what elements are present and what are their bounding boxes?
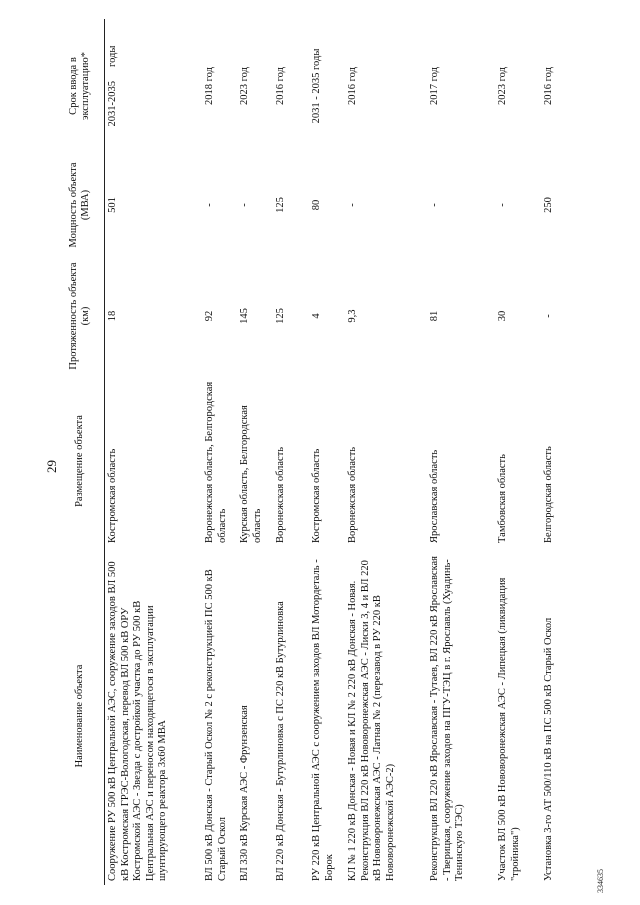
document-id: 334635 <box>596 869 605 893</box>
cell-location: Воронежская область <box>347 446 358 543</box>
cell-power: - <box>497 203 508 207</box>
table-row <box>345 19 427 885</box>
cell-date: 2016 год <box>275 67 286 105</box>
cell-location: Ярославская область <box>429 449 440 543</box>
table-row <box>273 19 309 885</box>
cell-power: - <box>347 203 358 207</box>
cell-date: 2031 - 2035 годы <box>311 48 322 124</box>
cell-name: ВЛ 330 кВ Курская АЭС - Фрунзенская <box>239 705 250 881</box>
cell-date: 2018 год <box>204 67 215 105</box>
cell-date: 2023 год <box>239 67 250 105</box>
cell-name: ВЛ 500 кВ Донская - Старый Оскол № 2 с реконструкцией ПС 500 кВ Старый Оскол <box>204 569 228 881</box>
table-row <box>237 19 273 885</box>
table-header-row <box>56 19 105 885</box>
table-row <box>202 19 237 885</box>
cell-location: Курская область, Белгородская область <box>239 405 263 543</box>
cell-date-unit: годы <box>107 45 118 67</box>
cell-power: 80 <box>311 199 322 211</box>
objects-table <box>56 19 583 885</box>
cell-location: Воронежская область, Белгородская область <box>204 381 228 543</box>
cell-name: ВЛ 220 кВ Донская - Бутурлиновка с ПС 220 кВ Бутурлиновка <box>275 601 286 881</box>
cell-length: 145 <box>239 308 250 324</box>
cell-name: Установка 3-го АТ 500/110 кВ на ПС 500 кВ Старый Оскол <box>543 617 554 881</box>
cell-date-years: 2031-2035 <box>107 80 118 127</box>
cell-power: - <box>204 203 215 207</box>
table-row <box>541 19 583 885</box>
cell-power: - <box>429 203 440 207</box>
header-power: Мощность объекта (МВА) <box>56 153 105 257</box>
cell-length: 4 <box>311 313 322 319</box>
cell-location: Костромская область <box>311 448 322 543</box>
cell-name: КЛ № 1 220 кВ Донская - Новая и КЛ № 2 220 кВ Донская - Новая. Реконструкция ВЛ 220 кВ Нововоронежская АЭС - Лиски 3, 4 и ВЛ 220 кВ Нововоронежская АЭС - Латная № 2 (перезавод в РУ 220 кВ Нововоронежской АЭС-2) <box>347 560 396 881</box>
cell-name: РУ 220 кВ Центральной АЭС с сооружением заходов ВЛ Мотордеталь - Борок <box>311 559 335 881</box>
cell-location: Костромская область <box>107 448 118 543</box>
cell-length: 125 <box>275 308 286 324</box>
cell-length: 18 <box>107 310 118 322</box>
cell-location: Белгородская область <box>543 446 554 543</box>
cell-length: 81 <box>429 310 440 322</box>
cell-date: 2017 год <box>429 67 440 105</box>
page-number: 29 <box>44 460 59 473</box>
cell-power: 125 <box>275 197 286 213</box>
header-location: Размещение объекта <box>56 375 105 547</box>
table-row <box>427 19 495 885</box>
cell-power: 250 <box>543 197 554 213</box>
cell-length: 30 <box>497 310 508 322</box>
cell-date <box>105 19 203 153</box>
cell-date: 2016 год <box>347 67 358 105</box>
cell-length: 9,3 <box>347 309 358 323</box>
cell-date: 2023 год <box>497 67 508 105</box>
cell-length: 92 <box>204 310 215 322</box>
cell-power: - <box>239 203 250 207</box>
cell-name: Участок ВЛ 500 кВ Нововоронежская АЭС - Липецкая (ликвидация "тройника") <box>497 577 521 881</box>
cell-power: 501 <box>107 197 118 213</box>
table-row <box>309 19 345 885</box>
cell-name: Реконструкция ВЛ 220 кВ Ярославская - Тутаев, ВЛ 220 кВ Ярославская - Тверицкая, сооружение заходов на ПГУ-ТЭЦ в г. Ярославль (Хуадинь-Тенинскую ТЭС) <box>429 555 465 881</box>
table-row <box>495 19 541 885</box>
cell-length: - <box>543 314 554 318</box>
cell-date: 2016 год <box>543 67 554 105</box>
table-row <box>105 19 203 885</box>
header-name: Наименование объекта <box>56 547 105 885</box>
cell-location: Воронежская область <box>275 446 286 543</box>
cell-location: Тамбовская область <box>497 454 508 543</box>
header-date: Срок ввода в эксплуатацию* <box>56 19 105 153</box>
header-length: Протяженность объекта (км) <box>56 257 105 375</box>
cell-name: Сооружение РУ 500 кВ Центральной АЭС, сооружение заходов ВЛ 500 кВ Костромская ГРЭС-Вологодская, перевод ВЛ 500 кВ ОРУ Костромской АЭС - Звезда с достройкой участка до РУ 500 кВ Центральная АЭС и переносом находящегося в эксплуатации шунтирующего реактора 3х60 МВА <box>107 561 168 881</box>
